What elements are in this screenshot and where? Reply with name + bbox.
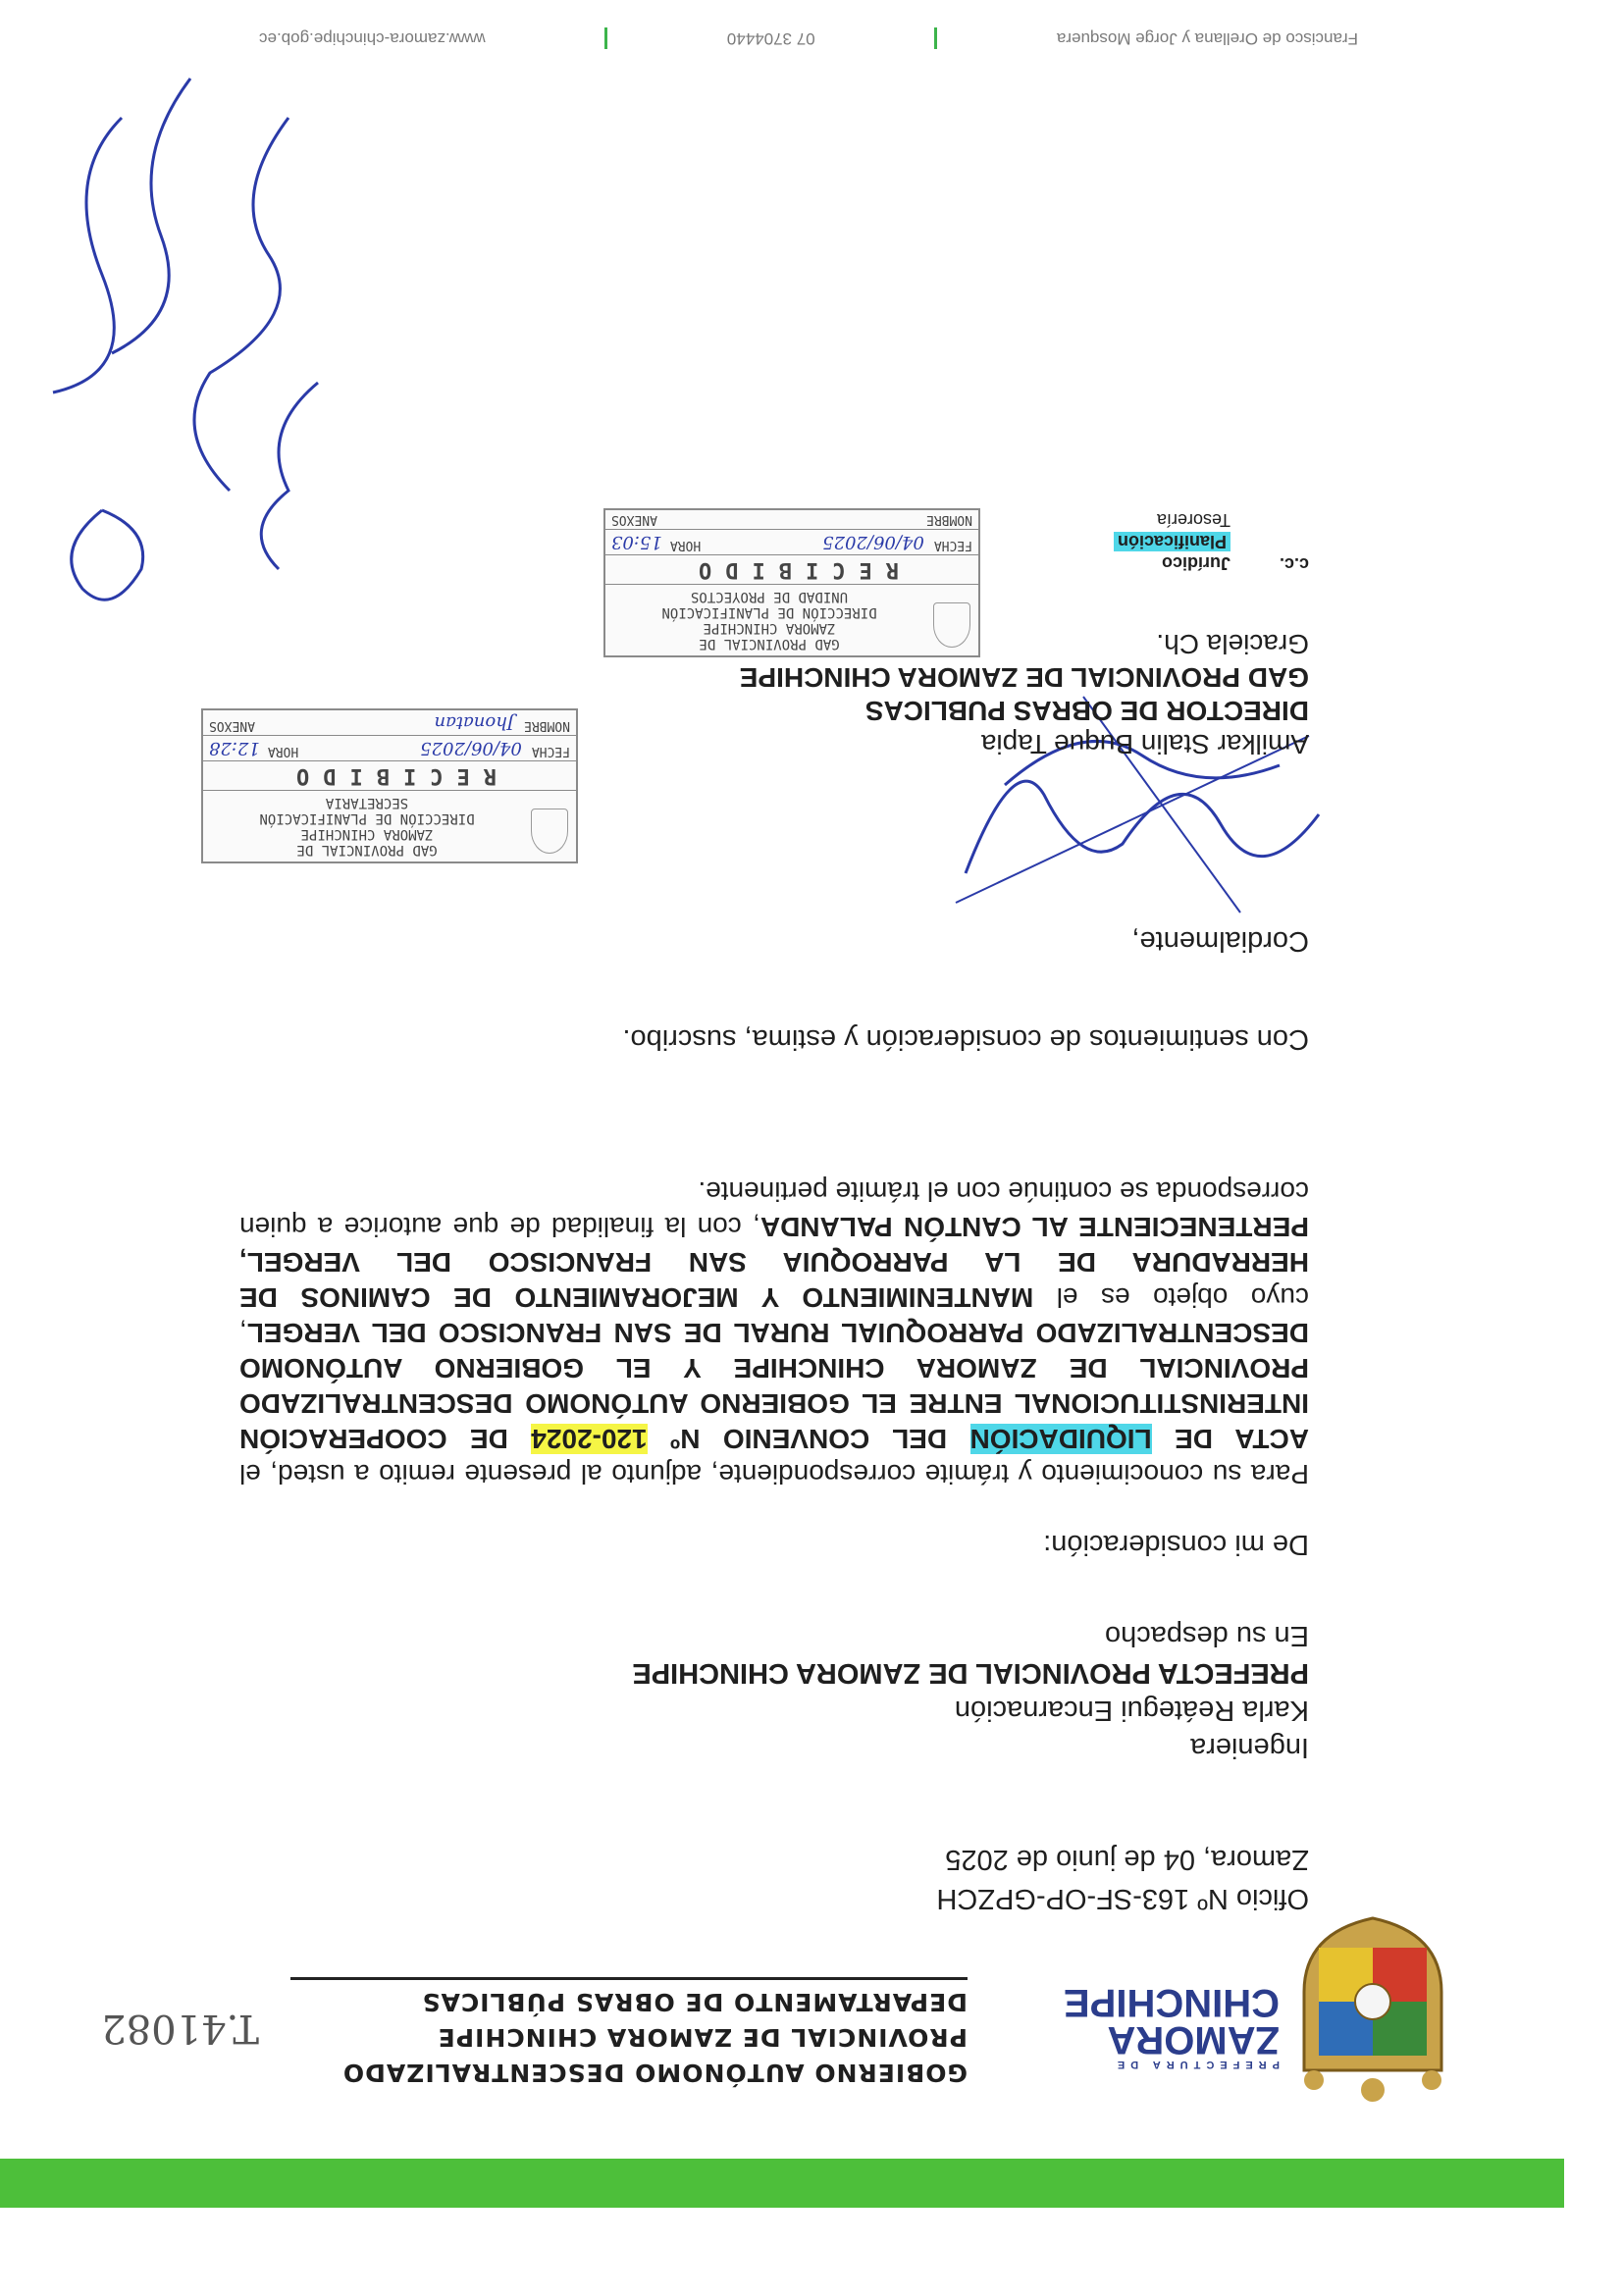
stamp-fecha-value: 04/06/2025 <box>822 532 924 552</box>
stamp-line3: DIRECCIÓN DE PLANIFICACIÓN <box>661 604 877 620</box>
institution-line2: PROVINCIAL DE ZAMORA CHINCHIPE <box>437 2023 968 2052</box>
cc-label: c.c. <box>1279 554 1309 574</box>
stamp-fecha-value: 04/06/2025 <box>420 738 522 758</box>
cordial-line: Cordialmente, <box>1131 925 1309 957</box>
stamp-name-row <box>605 510 978 530</box>
addressee-name: Karla Reátegui Encarnación <box>954 1695 1309 1726</box>
stamp-nombre-label: NOMBRE <box>926 512 972 527</box>
signer-institution: GAD PROVINCIAL DE ZAMORA CHINCHIPE <box>739 662 1309 693</box>
office-number: Oficio Nº 163-SF-OP-GPZCH <box>936 1883 1309 1914</box>
stamp-recibido: RECIBIDO <box>203 761 576 791</box>
stamp-nombre-value: Jhonatan <box>434 712 515 733</box>
para-end: , con la finalidad de que autorice a quien corresponda se continúe con el trámite pertinente. <box>239 1176 1309 1242</box>
institution-header <box>163 1977 968 2090</box>
closing-line: Con sentimientos de consideración y estima, suscribo. <box>622 1023 1309 1055</box>
para-mid: , cuyo objeto es el <box>239 1282 1309 1348</box>
para-liquidacion: LIQUIDACIÓN <box>969 1424 1152 1454</box>
stamp-hora-label: HORA <box>267 744 299 758</box>
stamp-hora-label: HORA <box>669 538 702 552</box>
signer-title: DIRECTOR DE OBRAS PUBLICAS <box>864 696 1309 726</box>
header-green-bar <box>0 2159 1564 2208</box>
stamp-line2: ZAMORA CHINCHIPE <box>703 620 836 636</box>
stamp-line3: DIRECCIÓN DE PLANIFICACIÓN <box>259 810 475 826</box>
footer-address: Francisco de Orellana y Jorge Mosquera <box>1056 29 1358 48</box>
addressee-block <box>632 1617 1309 1766</box>
handwritten-reference: T.41082 <box>101 2006 259 2051</box>
cc-list <box>1114 509 1230 574</box>
institution-line1: GOBIERNO AUTÓNOMO DESCENTRALIZADO <box>341 2059 968 2087</box>
received-stamp-secretaria <box>201 708 578 863</box>
stamp-anexos-label: ANEXOS <box>611 512 657 527</box>
para-start: Para su conocimiento y trámite correspondiente, adjunto al presente remito a usted, el <box>239 1459 1309 1489</box>
footer-website: www.zamora-chinchipe.gob.ec <box>259 29 486 48</box>
greeting: De mi consideración: <box>1043 1529 1309 1560</box>
institution-line3: DEPARTAMENTO DE OBRAS PÚBLICAS <box>421 1988 968 2016</box>
para-convenio-parties: DE COOPERACIÓN INTERINSTITUCIONAL ENTRE EL GOBIERNO AUTÓNOMO DESCENTRALIZADO PROVINCIAL DE ZAMORA CHINCHIPE Y EL GOBIERNO AUTÓNOMO DESCENTRALIZADO PARROQUIAL RURAL DE SAN FRANCISCO DEL VERGEL <box>239 1318 1309 1454</box>
addressee-title: Ingeniera <box>1190 1732 1309 1763</box>
stamp-line4: UNIDAD DE PROYECTOS <box>690 589 849 604</box>
stamp-seal-icon <box>531 809 568 854</box>
stamp-line4: SECRETARIA <box>325 795 409 810</box>
stamp-seal-icon <box>933 602 970 648</box>
cc-item-planificacion: Planificación <box>1114 532 1230 551</box>
office-block <box>936 1840 1309 1918</box>
stamp-fecha-label: FECHA <box>531 744 570 758</box>
coat-of-arms-logo <box>1284 1913 1461 2110</box>
stamp-fecha-label: FECHA <box>933 538 972 552</box>
stamp-line1: GAD PROVINCIAL DE <box>296 842 438 858</box>
para-convenio-number: 120-2024 <box>531 1424 648 1454</box>
body-paragraph <box>239 1174 1309 1491</box>
signer-name: Amilkar Stalin Buque Tapia <box>980 729 1309 759</box>
brand-line1: ZAMORA <box>1107 2018 1280 2061</box>
handwritten-annotations <box>24 39 347 628</box>
footer-phone: 07 3704440 <box>726 29 815 48</box>
para-del: DEL CONVENIO Nº <box>647 1424 970 1454</box>
stamp-line1: GAD PROVINCIAL DE <box>699 636 840 652</box>
stamp-recibido: RECIBIDO <box>605 555 978 585</box>
footer-separator <box>934 27 937 49</box>
brand-line2: CHINCHIPE <box>1063 1981 1280 2024</box>
header-rule <box>290 1977 968 1980</box>
stamp-date-row <box>203 736 576 761</box>
date-place: Zamora, 04 de junio de 2025 <box>945 1844 1309 1875</box>
addressee-location: En su despacho <box>1105 1620 1309 1651</box>
stamp-date-row <box>605 530 978 555</box>
footer <box>259 27 1358 49</box>
stamp-title <box>203 791 576 861</box>
stamp-hora-value: 12:28 <box>209 738 260 758</box>
received-stamp-proyectos <box>603 508 980 657</box>
stamp-name-row <box>203 710 576 736</box>
brand-block <box>1024 1981 1280 2070</box>
signer-initials: Graciela Ch. <box>1156 629 1309 659</box>
cc-item-tesoreria: Tesorería <box>1156 510 1230 530</box>
cc-item-juridico: Jurídico <box>1161 553 1230 573</box>
stamp-anexos-label: ANEXOS <box>209 718 255 733</box>
addressee-position: PREFECTA PROVINCIAL DE ZAMORA CHINCHIPE <box>632 1657 1309 1689</box>
stamp-title <box>605 585 978 655</box>
stamp-nombre-label: NOMBRE <box>524 718 570 733</box>
footer-separator <box>604 27 607 49</box>
para-acta: ACTA DE <box>1151 1424 1309 1454</box>
brand-prefix: PREFECTURA DE <box>1111 2059 1280 2070</box>
stamp-hora-value: 15:03 <box>611 532 662 552</box>
stamp-line2: ZAMORA CHINCHIPE <box>300 826 434 842</box>
para-object: MANTENIMIENTO Y MEJORAMIENTO DE CAMINOS DE HERRADURA DE LA PARROQUIA SAN FRANCISCO DEL VERGEL, PERTENECIENTE AL CANTÓN PALANDA <box>239 1212 1309 1313</box>
